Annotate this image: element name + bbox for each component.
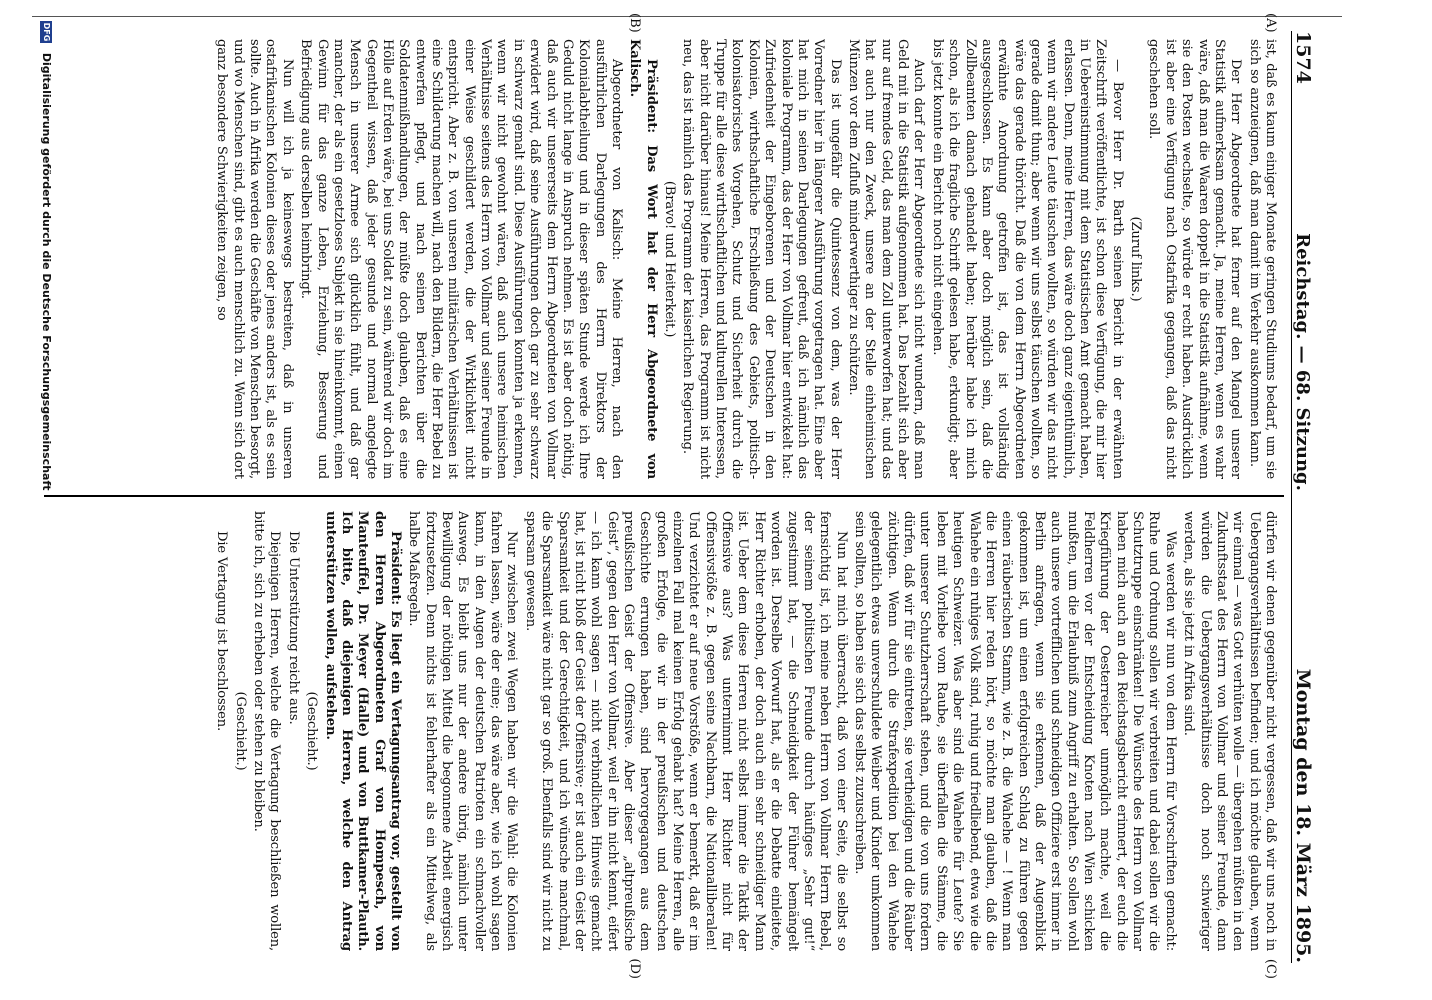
interjection: (Geschieht.) xyxy=(232,691,248,771)
column-divider xyxy=(44,495,1284,497)
paragraph: Die Unterstützung reicht aus. xyxy=(285,531,301,725)
margin-mark-d: (D) xyxy=(627,958,642,979)
margin-mark-b: (B) xyxy=(627,13,642,33)
header-date: Montag den 18. März 1895. xyxy=(1292,668,1314,963)
page-header xyxy=(1291,31,1328,963)
interjection: (Bravo! und Heiterkeit.) xyxy=(662,180,678,338)
interjection: (Geschieht.) xyxy=(304,691,320,771)
digitization-credit xyxy=(40,21,53,491)
paragraph: Was werden wir nun von dem Herrn für Vorschriften gemacht: Ruhe und Ordnung sollen wir verbreiten und dabei sollen wir die Schutztruppe einschränken! Die Wünsche des Herrn von Vollmar haben mich auch an den Reichstagsbericht erinnert, der euch die Kriegführung der Oesterreicher unmöglich machte, weil die Feldherren vor der Entscheidung Knoten nach Wien schicken mußten, um die Erlaubniß zum Angriff zu erhalten. So sollen wohl auch unsere vortrefflichen und schneidigen Offiziere erst immer in Berlin anfragen, wenn sie erkennen, daß der Augenblick gekommen ist, um einen erfolgreichen Schlag zu führen gegen einen räuberischen Stamm, wie z. B. die Wahehe — ! Wenn man die Herren hier reden hört, so möchte man glauben, daß die Wahehe ein ruhiges Volk sind, ruhig und friedliebend, etwa wie die heutigen Schweizer. Was aber sind die Wahehe für Leute? Sie leben mit Vorliebe vom Raube, sie überfallen die Stämme, die unter unserer Schutzherrschaft stehen, und die von uns fordern dürfen, daß wir für sie eintreten, sie vertheidigen und die Räuber züchtigen. Wenn durch die Strafexpedition bei den Wahehe gelegentlich etwas unverschuldete Weiber und Kinder umkommen sein sollten, so haben sie sich das selbst zuzuschreiben. xyxy=(852,511,1178,951)
paragraph: Nun will ich ja keineswegs bestreiten, daß in unseren ostafrikanischen Kolonien dieses oder jenes anders ist, als es sein sollte. Auch in Afrika werden die Geschäfte von Menschen besorgt, und wo Menschen sind, gibt es auch menschlich zu. Wenn sich dort ganz besondere Schwierigkeiten zeigen, so xyxy=(214,39,295,479)
right-column xyxy=(46,511,1278,951)
credit-text: Digitalisierung gefördert durch die Deutsche Forschungsgemeinschaft xyxy=(40,52,53,491)
paragraph: Der Herr Abgeordnete hat ferner auf den Mangel unserer Statistik aufmerksam gemacht. Ja, meine Herren, wenn es wahr wäre, daß man die Waaren doppelt in die Statistik aufnähme, wenn sie den Posten wechselte, so würde er recht haben. Ausdrücklich ist aber eine Verfügung nach Ostafrika gegangen, daß das nicht geschehen soll. xyxy=(1146,39,1244,479)
dfg-logo-icon: DFG xyxy=(42,22,51,42)
header-title: Reichstag. — 68. Sitzung. xyxy=(1292,233,1313,491)
page-number: 1574 xyxy=(1292,31,1314,84)
document-page xyxy=(32,13,1342,979)
speaker-paragraph: Präsident: Das Wort hat der Herr Abgeordnete von Kalisch. xyxy=(627,39,659,479)
paragraph: Das ist ungefähr die Quintessenz von dem, was der Herr Vorredner hier in längerer Ausführung vorgetragen hat. Eine aber hat mich in seinen Darlegungen gefreut, daß ich nämlich das koloniale Programm, das der Herr von Vollmar hier entwickelt hat: Zufriedenheit der Eingeborenen und der Deutschen in den Kolonien, wirthschaftliche Erschließung des Gebiets, politisch-kolonisatorisches Vorgehen, Schutz und Sicherheit durch die Truppe für alle diese wirthschaftlichen und kulturellen Interessen, aber nicht darüber hinaus! Meine Herren, das Programm ist nicht neu, das ist nämlich das Programm der kaiserlichen Regierung. xyxy=(680,39,843,479)
left-column xyxy=(46,39,1278,479)
speaker-paragraph: Präsident: Es liegt ein Vertagungsantrag vor, gestellt von den Herren Abgeordneten Graf von Hompesch, von Manteuffel, Dr. Meyer (Halle) und von Buttkamer-Plauth. Ich bitte, daß diejenigen Herren, welche den Antrag unterstützen wollen, aufstehen. xyxy=(322,511,403,951)
paragraph: Auch darf der Herr Abgeordnete sich nicht wundern, daß man Geld mit in die Statistik aufgenommen hat. Das bezahlt sich aber nur auf fremdes Geld, das man dem Zoll unterworfen hat; und das hat auch nur den Zweck, unsere an der Stelle einheimischen Münzen vor dem Zufluß minderwerthiger zu schützen. xyxy=(846,39,927,479)
paragraph: Nun hat mich überrascht, daß von einer Seite, die selbst so fernsichtig ist, ich meine neben Herrn von Vollmar Herrn Bebel, der seinem politischen Freunde durch häufiges „Sehr gut!“ zugestimmt hat, — die Schneidigkeit der Führer bemängelt worden ist. Derselbe Vorwurf hat, als er die Debatte einleitete, Herr Richter erhoben, der doch auch ein sehr schneidiger Mann ist. Ueber dem diese Herren nicht selbst immer die Taktik der Offensive aus? Was unternimmt Herr Richter nicht für Offensivstöße z. B. gegen seine Nachbarn, die Nationalliberalen! Und verzichtet er auf neue Vorstöße, wenn er bemerkt, daß er im einzelnen Fall mal keinen Erfolg gehabt hat? Meine Herren, alle großen Erfolge, die wir in der preußischen und deutschen Geschichte errungen haben, sind hervorgegangen aus dem preußischen Geist der Offensive. Aber dieser „altpreußische Geist“, gegen den Herr von Vollmar, weil er ihn nicht kennt, eifert — ich kann wohl sagen — nicht verbindlichen Hinweis gemacht hat, ist nicht bloß der Geist der Offensive; er ist auch ein Geist der Sparsamkeit und der Gerechtigkeit, und ich wünsche manchmal, die Sparsamkeit wäre nicht gar so groß. Ebenfalls sind wir nicht zu sparsam gewesen. xyxy=(522,511,849,951)
interjection: (Zuruf links.) xyxy=(1128,216,1144,302)
paragraph: Diejenigen Herren, welche die Vertagung beschließen wollen, bitte ich, sich zu erheben oder stehen zu bleiben. xyxy=(251,511,283,951)
paragraph: Abgeordneter von Kalisch: Meine Herren, nach den ausführlichen Darlegungen des Herrn Direktors der Kolonialabtheilung und in dieser späten Stunde werde ich Ihre Geduld nicht lange in Anspruch nehmen. Es ist aber doch nöthig, daß auch wir unsererseits dem Herrn Abgeordneten von Vollmar erwidert wird, daß seine Ausführungen doch gar zu sehr schwarz in schwarz gemalt sind. Diese Ausführungen konnten ja erkennen, wenn wir nicht gewohnt wären, daß auch unsere heimischen Verhältnisse seitens des Herrn von Vollmar und seiner Freunde in einer Weise geschildert werden, die der Wirklichkeit nicht entspricht. Aber z. B. von unseren militärischen Verhältnissen ist eine Schilderung machen will, nach den Bildern, die Herr Bebel zu entwerfen pflegt, und nach seinen Berichten über die Soldatenmißhandlungen, der müßte doch glauben, daß es eine Hölle auf Erden wäre, bei uns Soldat zu sein, während wir doch im Gegentheil wissen, daß jeder gesunde und normal angelegte Mensch in unserer Armee sich glücklich fühlt, und daß gar mancher, der als ein gesetzloses Subjekt in sie hineinkommt, einen Gewinn für das ganze Leben, Erziehung, Besserung und Befriedigung aus derselben heimbringt. xyxy=(298,39,624,479)
paragraph: — Bevor Herr Dr. Barth seinen Bericht in der erwähnten Zeitschrift veröffentlichte, ist schon diese Verfügung, die mir hier in Uebereinstimmung mit dem Statistischen Amt gemacht haben, erlassen. Denn, meine Herren, das wäre doch ganz eigenthümlich, wenn wir andere Leute täuschen wollten, so würden wir das nicht gerade damit thun; aber wenn wir uns selbst täuschen wollten, so wäre das gerade thöricht. Daß die von dem Herrn Abgeordneten erwähnte Anordnung getroffen ist, das ist vollständig ausgeschlossen. Es kann aber doch möglich sein, daß die Zollbeamten danach gehandelt haben; herüber habe ich mich schon, als ich die fragliche Schrift gelesen habe, erkundigt; aber bis jetzt konnte ein Bericht noch nicht eingehen. xyxy=(929,39,1125,479)
paragraph: ist, daß es kaum einiger Monate geringen Studiums bedarf, um sie sich so anzueignen, daß man damit im Verkehr auskommen kann. xyxy=(1246,39,1278,479)
margin-mark-c: (C) xyxy=(1263,958,1278,979)
paragraph: Nur zwischen zwei Wegen haben wir die Wahl: die Kolonien fahren lassen, wäre der eine; das wäre aber, wie ich wohl sagen kann, in den Augen der deutschen Patrioten ein schmachvoller Ausweg. Es bleibt uns nur der andere übrig, nämlich unter Bewilligung der nöthigen Mittel die begonnene Arbeit energisch fortzusetzen. Denn nichts ist fehlerhafter als ein Mittelweg, als halbe Maßregeln. xyxy=(406,511,520,951)
paragraph: dürfen wir denen gegenüber nicht vergessen, daß wir uns noch in Uebergangsverhältnissen befinden; und ich möchte glauben, wenn wir einmal — was Gott verhüten wolle — übergehen müßten in den Zukunftsstaat des Herrn von Vollmar und seiner Freunde, dann würden die Uebergangsverhältnisse doch noch schwieriger werden, als sie jetzt in Afrika sind. xyxy=(1181,511,1278,951)
paragraph: Die Vertagung ist beschlossen. xyxy=(214,531,230,732)
margin-mark-a: (A) xyxy=(1263,13,1278,33)
